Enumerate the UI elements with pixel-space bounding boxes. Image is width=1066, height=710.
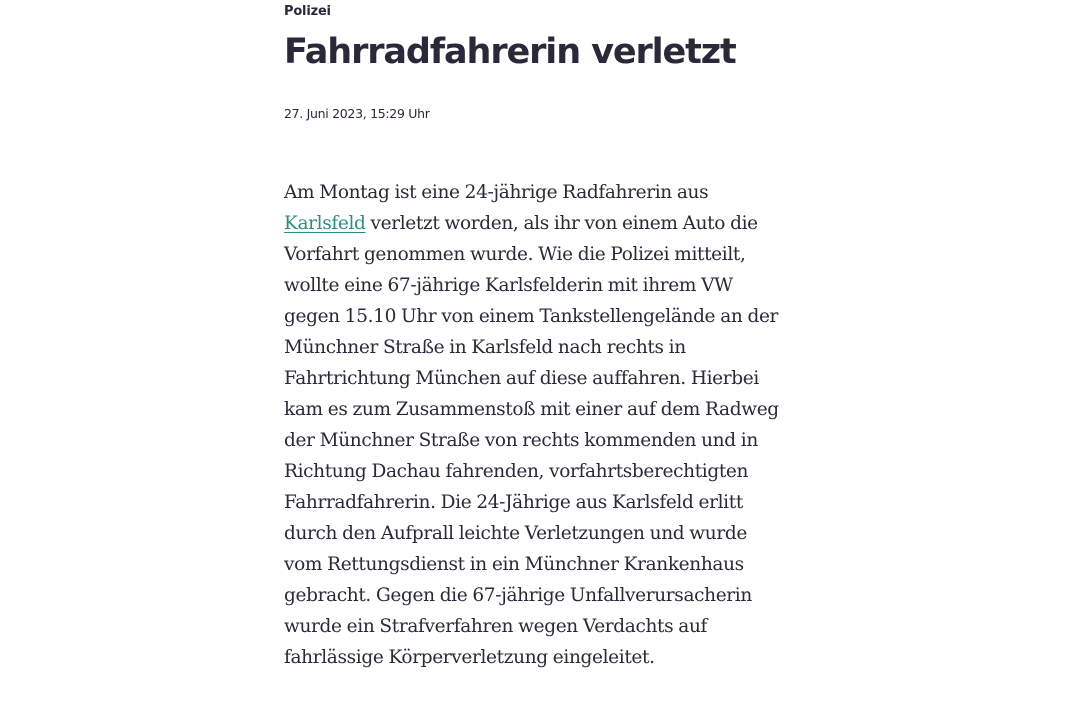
article-dateline: 27. Juni 2023, 15:29 Uhr — [284, 106, 430, 121]
article — [284, 0, 789, 673]
article-headline: Fahrradfahrerin verletzt — [284, 32, 736, 72]
body-text-before-link: Am Montag ist eine 24-jährige Radfahrerin aus — [284, 182, 709, 203]
article-body — [284, 177, 789, 673]
section-kicker[interactable]: Polizei — [284, 4, 331, 19]
body-text-after-link: verletzt worden, als ihr von einem Auto die Vorfahrt genommen wurde. Wie die Polizei mitteilt, wollte eine 67-jährige Karlsfelderin mit ihrem VW gegen 15.10 Uhr von einem Tankstellengelände an der Münchner Straße in Karlsfeld nach rechts in Fahrtrichtung München auf diese auffahren. Hierbei kam es zum Zusammenstoß mit einer auf dem Radweg der Münchner Straße von rechts kommenden und in Richtung Dachau fahrenden, vorfahrtsberechtigten Fahrradfahrerin. Die 24-Jährige aus Karlsfeld erlitt durch den Aufprall leichte Verletzungen und wurde vom Rettungsdienst in ein Münchner Krankenhaus gebracht. Gegen die 67-jährige Unfallverursacherin wurde ein Strafverfahren wegen Verdachts auf fahrlässige Körperverletzung eingeleitet. — [284, 213, 779, 668]
karlsfeld-link[interactable]: Karlsfeld — [284, 213, 366, 234]
